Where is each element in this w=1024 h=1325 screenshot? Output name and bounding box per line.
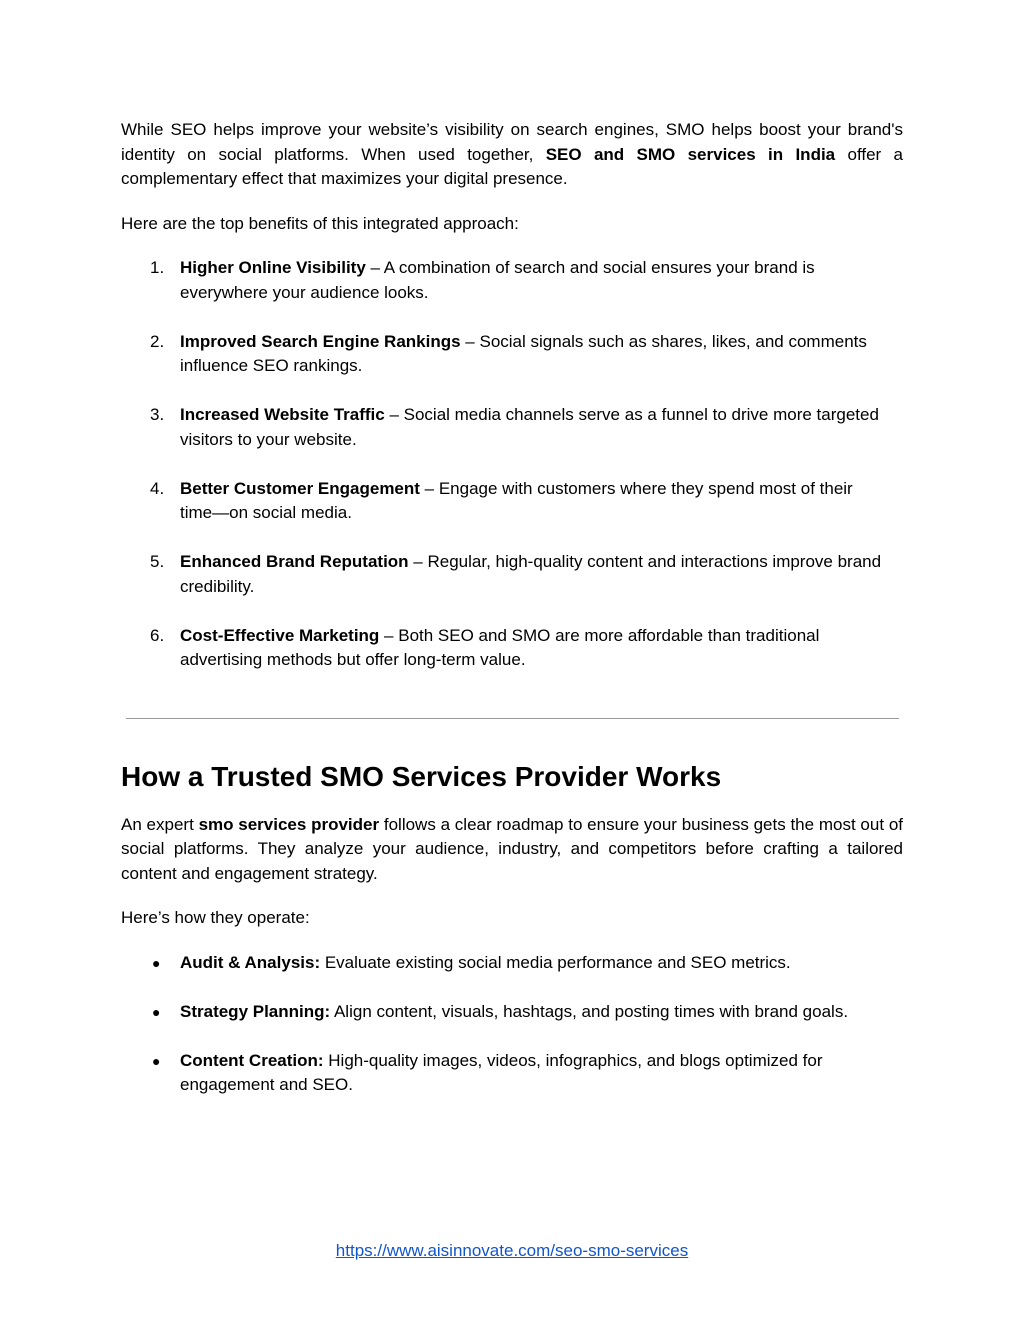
- benefit-text: – Regular, high-quality content and interactions improve brand credibility.: [180, 552, 882, 596]
- bullet-icon: ●: [152, 1003, 161, 1020]
- benefits-lead: Here are the top benefits of this integrated approach:: [121, 213, 519, 233]
- section-heading: How a Trusted SMO Services Provider Works: [121, 760, 722, 792]
- list-number: 2.: [150, 331, 165, 351]
- expert-text-end: follows a clear roadmap to ensure your business gets the most out of social platforms. They analyze your audience, industry, and competitors before crafting a tailored content and engagement strategy.: [121, 814, 904, 883]
- benefit-title: Cost-Effective Marketing: [180, 625, 380, 645]
- expert-keyword: smo services provider: [198, 814, 380, 834]
- footer: [0, 1240, 1024, 1262]
- benefit-title: Enhanced Brand Reputation: [180, 552, 409, 571]
- step-title: Content Creation:: [180, 1050, 324, 1070]
- step-text: High-quality images, videos, infographics, and blogs optimized for engagement and SEO.: [180, 1050, 823, 1094]
- benefit-title: Better Customer Engagement: [180, 478, 420, 498]
- benefit-title: Increased Website Traffic: [180, 405, 385, 424]
- expert-text-start: An expert: [121, 814, 199, 834]
- step-text: Evaluate existing social media performance and SEO metrics.: [320, 952, 791, 972]
- intro-keyword: SEO and SMO services in India: [545, 144, 836, 164]
- expert-paragraph: [121, 813, 903, 887]
- benefit-item: [121, 256, 903, 305]
- benefit-item: [121, 550, 903, 599]
- benefit-text: – Social media channels serve as a funnel to drive more targeted visitors to your website.: [180, 405, 879, 449]
- list-number: 1.: [150, 258, 165, 277]
- document-body: [121, 118, 903, 1098]
- benefit-title: Improved Search Engine Rankings: [180, 331, 461, 351]
- benefits-list: [121, 256, 903, 673]
- step-text: Align content, visuals, hashtags, and posting times with brand goals.: [330, 1001, 849, 1021]
- benefit-title: Higher Online Visibility: [180, 258, 366, 277]
- benefit-item: [121, 330, 903, 379]
- step-item: [121, 951, 903, 976]
- benefit-item: [121, 403, 903, 452]
- step-item: [121, 1049, 903, 1098]
- intro-paragraph: [121, 118, 903, 192]
- horizontal-divider: [126, 718, 899, 719]
- benefit-item: [121, 477, 903, 526]
- list-number: 3.: [150, 405, 165, 424]
- bullet-icon: ●: [152, 954, 161, 971]
- bullet-icon: ●: [152, 1052, 161, 1069]
- benefit-text: – A combination of search and social ensures your brand is everywhere your audience looks.: [180, 258, 815, 302]
- list-number: 5.: [150, 552, 165, 571]
- intro-text-end: offer a complementary effect that maximizes your digital presence.: [121, 144, 903, 188]
- steps-list: [121, 951, 903, 1098]
- step-title: Audit & Analysis:: [180, 952, 321, 972]
- step-item: [121, 1000, 903, 1025]
- step-title: Strategy Planning:: [180, 1001, 331, 1021]
- footer-url-link[interactable]: https://www.aisinnovate.com/seo-smo-services: [335, 1241, 689, 1260]
- benefit-text: – Both SEO and SMO are more affordable than traditional advertising methods but offer long-term value.: [180, 625, 820, 669]
- list-number: 4.: [150, 478, 165, 498]
- benefit-text: – Social signals such as shares, likes, and comments influence SEO rankings.: [180, 331, 867, 375]
- intro-text-start: While SEO helps improve your website’s visibility on search engines, SMO helps boost your brand's identity on social platforms. When used together,: [121, 120, 903, 164]
- benefit-item: [121, 624, 903, 673]
- benefit-text: – Engage with customers where they spend most of their time—on social media.: [180, 478, 853, 522]
- operate-lead: Here’s how they operate:: [121, 908, 310, 927]
- list-number: 6.: [150, 625, 165, 645]
